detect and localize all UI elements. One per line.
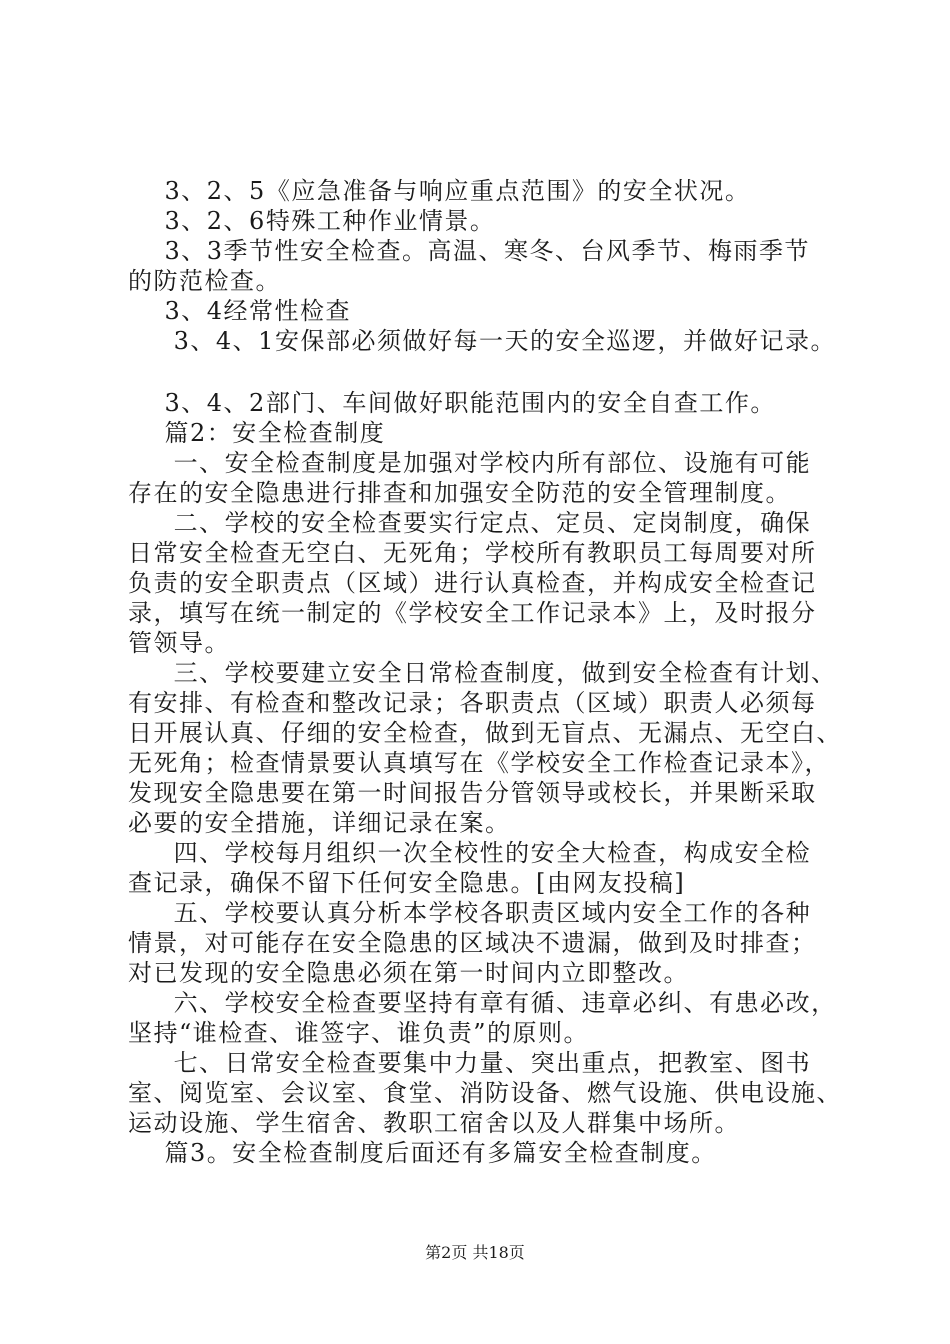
document-body (128, 176, 848, 1168)
text-line: 对已发现的安全隐患必须在第一时间内立即整改。 (128, 959, 689, 987)
text-line: 有安排、有检查和整改记录；各职责点（区域）职责人必须每 (128, 689, 817, 717)
text-line: 3、3季节性安全检查。高温、寒冬、台风季节、梅雨季节 (128, 237, 811, 265)
text-line: 情景，对可能存在安全隐患的区域决不遗漏，做到及时排查； (128, 929, 817, 957)
text-line: 查记录，确保不留下任何安全隐患。[由网友投稿] (128, 869, 686, 897)
text-line: 运动设施、学生宿舍、教职工宿舍以及人群集中场所。 (128, 1109, 740, 1137)
text-line: 必要的安全措施，详细记录在案。 (128, 809, 511, 837)
text-line: 四、学校每月组织一次全校性的安全大检查，构成安全检 (128, 839, 812, 867)
page-number-footer: 第2页 共18页 (425, 1243, 525, 1262)
text-line: 日常安全检查无空白、无死角；学校所有教职员工每周要对所 (128, 539, 817, 567)
text-line: 负责的安全职责点（区域）进行认真检查，并构成安全检查记 (128, 569, 817, 597)
text-line: 管领导。 (128, 629, 230, 657)
text-line: 3、2、6特殊工种作业情景。 (128, 207, 496, 235)
text-line: 3、4、1安保部必须做好每一天的安全巡逻，并做好记录。 (128, 327, 836, 355)
text-line: 二、学校的安全检查要实行定点、定员、定岗制度，确保 (128, 509, 812, 537)
section-heading: 篇3。安全检查制度后面还有多篇安全检查制度。 (128, 1139, 717, 1167)
text-line: 一、安全检查制度是加强对学校内所有部位、设施有可能 (128, 449, 812, 477)
section-heading: 篇2：安全检查制度 (128, 419, 386, 447)
text-line: 存在的安全隐患进行排查和加强安全防范的安全管理制度。 (128, 479, 791, 507)
text-line: 日开展认真、仔细的安全检查，做到无盲点、无漏点、无空白、 (128, 719, 842, 747)
text-line: 发现安全隐患要在第一时间报告分管领导或校长，并果断采取 (128, 779, 817, 807)
text-line: 的防范检查。 (128, 267, 281, 295)
text-line: 七、日常安全检查要集中力量、突出重点，把教室、图书 (128, 1049, 812, 1077)
text-line: 3、4、2部门、车间做好职能范围内的安全自查工作。 (128, 389, 776, 417)
text-line: 3、4经常性检查 (128, 297, 352, 325)
text-line: 3、2、5《应急准备与响应重点范围》的安全状况。 (128, 177, 751, 205)
blank-line (128, 356, 848, 388)
text-line: 录，填写在统一制定的《学校安全工作记录本》上，及时报分 (128, 599, 817, 627)
text-line: 无死角；检查情景要认真填写在《学校安全工作检查记录本》， (128, 749, 830, 777)
text-line: 六、学校安全检查要坚持有章有循、违章必纠、有患必改， (128, 989, 837, 1017)
text-line: 室、阅览室、会议室、食堂、消防设备、燃气设施、供电设施、 (128, 1079, 842, 1107)
text-line: 三、学校要建立安全日常检查制度，做到安全检查有计划、 (128, 659, 837, 687)
text-line: 坚持“谁检查、谁签字、谁负责”的原则。 (128, 1019, 590, 1047)
text-line: 五、学校要认真分析本学校各职责区域内安全工作的各种 (128, 899, 812, 927)
